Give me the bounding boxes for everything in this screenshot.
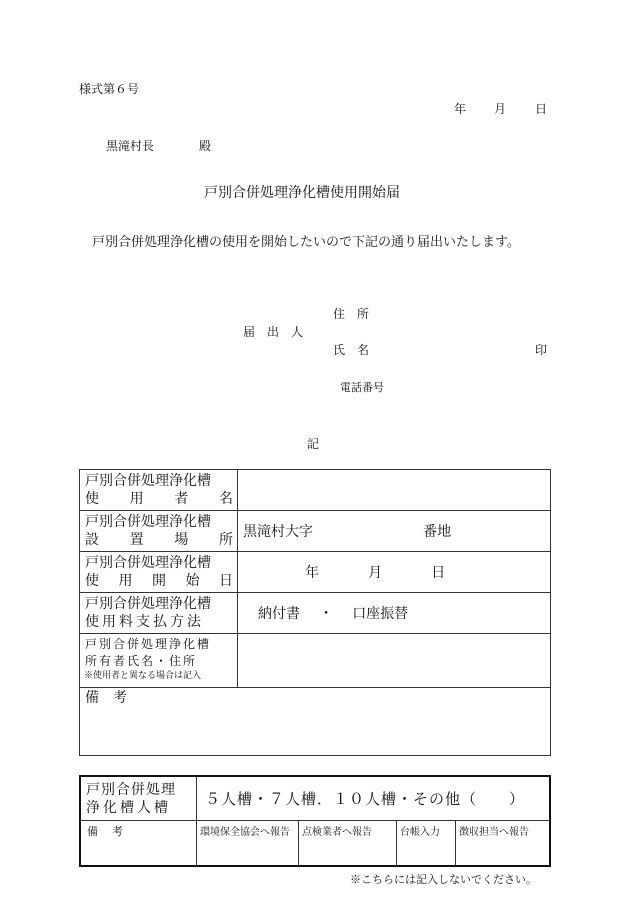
capacity-label-line2: 浄化槽人槽	[86, 800, 171, 816]
row-remarks	[80, 688, 551, 756]
row-location	[80, 511, 551, 552]
capacity-label	[80, 776, 197, 820]
form-number: 様式第６号	[79, 82, 140, 96]
row-user-name	[80, 470, 551, 511]
office-col-env-association-label: 環境保全協会へ報告	[200, 826, 290, 838]
name-label: 氏名	[333, 343, 382, 357]
office-col-inspector[interactable]	[299, 820, 397, 866]
addressee-name: 黒滝村長	[106, 139, 155, 153]
user-name-label-line1: 戸別合併処理浄化槽	[85, 473, 211, 489]
payment-option-invoice[interactable]: 納付書	[258, 606, 300, 622]
office-col-collection[interactable]	[456, 820, 551, 866]
date-month: 月	[494, 102, 507, 116]
location-prefix: 黒滝村大字	[243, 524, 313, 540]
payment-field[interactable]	[238, 593, 551, 634]
owner-label	[80, 634, 238, 688]
start-date-label-line1: 戸別合併処理浄化槽	[85, 555, 211, 571]
user-name-field[interactable]	[238, 470, 551, 511]
address-label: 住所	[333, 307, 382, 321]
owner-label-line1: 戸別合併処理浄化槽	[85, 637, 212, 651]
addressee-honorific: 殿	[199, 139, 212, 153]
payment-option-account-transfer[interactable]: 口座振替	[352, 606, 409, 622]
intro-text: 戸別合併処理浄化槽の使用を開始したいので下記の通り届出いたします。	[92, 235, 520, 250]
start-date-month: 月	[368, 565, 383, 581]
capacity-options-field[interactable]	[197, 776, 551, 820]
page-title: 戸別合併処理浄化槽使用開始届	[204, 185, 400, 201]
office-col-inspector-label: 点検業者へ報告	[302, 826, 372, 838]
owner-note: ※使用者と異なる場合は記入	[84, 671, 202, 681]
owner-field[interactable]	[238, 634, 551, 688]
payment-label	[80, 593, 238, 634]
location-suffix: 番地	[423, 524, 452, 540]
main-form-table	[79, 469, 551, 756]
start-date-year: 年	[305, 565, 319, 581]
phone-label: 電話番号	[340, 381, 384, 394]
location-field[interactable]	[238, 511, 551, 552]
remarks-label: 備考	[85, 690, 141, 706]
payment-label-line2: 使用料支払方法	[85, 614, 204, 630]
office-status-row	[80, 820, 550, 866]
location-label	[80, 511, 238, 552]
start-date-field[interactable]	[238, 552, 551, 593]
start-date-label-line2: 使 用 開 始 日	[85, 573, 233, 589]
ki-label: 記	[307, 437, 320, 451]
office-use-table	[79, 775, 551, 867]
office-col-ledger-label: 台帳入力	[400, 826, 440, 838]
user-name-label-line2: 使 用 者 名	[85, 491, 233, 507]
owner-label-line2: 所有者氏名・住所	[85, 654, 198, 668]
date-day: 日	[535, 102, 548, 116]
payment-separator: ・	[319, 606, 334, 622]
seal-mark: 印	[535, 343, 548, 357]
office-capacity-row	[80, 776, 550, 820]
row-payment	[80, 593, 551, 634]
remarks-field[interactable]	[80, 688, 551, 756]
user-name-label	[80, 470, 238, 511]
payment-label-line1: 戸別合併処理浄化槽	[85, 596, 211, 612]
capacity-label-line1: 戸別合併処理	[86, 782, 176, 798]
row-owner	[80, 634, 551, 688]
row-start-date	[80, 552, 551, 593]
start-date-day: 日	[431, 565, 446, 581]
office-remarks-cell[interactable]	[80, 820, 197, 866]
location-label-line1: 戸別合併処理浄化槽	[85, 514, 211, 530]
office-col-env-association[interactable]	[197, 820, 299, 866]
capacity-options: ５人槽・７人槽．１０人槽・その他（ ）	[205, 789, 526, 808]
office-remarks-label: 備考	[87, 824, 137, 838]
office-col-ledger[interactable]	[397, 820, 456, 866]
office-col-collection-label: 徴収担当へ報告	[459, 826, 529, 838]
date-year: 年	[454, 102, 467, 116]
notifier-label: 届出人	[243, 325, 316, 339]
start-date-label	[80, 552, 238, 593]
location-label-line2: 設 置 場 所	[85, 532, 233, 548]
footer-note: ※こちらには記入しないでください。	[350, 873, 537, 886]
